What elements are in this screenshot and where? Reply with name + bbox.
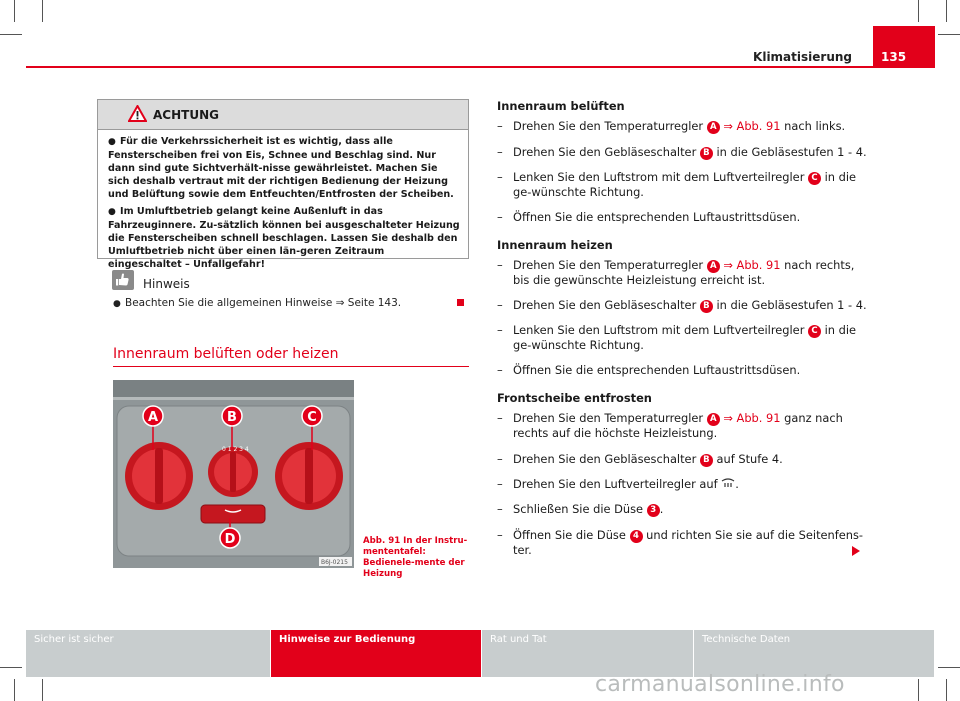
bullet-icon: ● — [108, 137, 116, 147]
end-marker — [457, 299, 464, 306]
warning-item: ● Im Umluftbetrieb gelangt keine Außenluft in das Fahrzeuginnere. Zu-sätzlich können bei ausgeschalteter Heizung die Fensterscheiben schnell beschlagen. Lassen Sie deshalb den Umluftbetrieb nicht über einen län-geren Zeitraum eingeschaltet – Unfallgefahr! — [108, 206, 460, 270]
figure-link[interactable]: ⇒ Abb. 91 — [723, 119, 781, 133]
watermark: carmanualsonline.info — [595, 672, 845, 697]
nozzle-3-badge: 3 — [647, 504, 660, 517]
step: – Drehen Sie den Temperaturregler A ⇒ Abb. 91 nach rechts, bis die gewünschte Heizleistung erreicht ist. — [497, 258, 855, 287]
step: – Öffnen Sie die entsprechenden Luftaustrittsdüsen. — [497, 210, 801, 224]
continue-arrow-icon — [852, 546, 860, 556]
crop-mark — [918, 679, 919, 701]
heading-heat: Innenraum heizen — [497, 238, 613, 252]
step: – Drehen Sie den Temperaturregler A ⇒ Abb. 91 ganz nach rechts auf die höchste Heizleistung. — [497, 411, 843, 440]
crop-mark — [14, 679, 15, 701]
label-c-badge: C — [808, 172, 821, 185]
crop-mark — [0, 34, 22, 35]
figure-link[interactable]: ⇒ Abb. 91 — [723, 258, 781, 272]
warning-box — [97, 99, 469, 270]
step: – Drehen Sie den Gebläseschalter B auf Stufe 4. — [497, 452, 783, 466]
crop-mark — [14, 0, 15, 22]
tab-technical-data[interactable]: Technische Daten — [694, 630, 934, 677]
label-b-badge: B — [700, 454, 713, 467]
figure-code: B6J-0215 — [321, 559, 348, 566]
crop-mark — [42, 0, 43, 22]
crop-mark — [946, 0, 947, 22]
nozzle-4-badge: 4 — [630, 530, 643, 543]
bullet-icon: ● — [113, 299, 121, 309]
warning-title: ACHTUNG — [153, 108, 219, 122]
chapter-title: Klimatisierung — [753, 50, 852, 64]
figure-link[interactable]: ⇒ Abb. 91 — [723, 411, 781, 425]
crop-mark — [938, 34, 960, 35]
step: – Öffnen Sie die entsprechenden Luftaustrittsdüsen. — [497, 363, 801, 377]
defrost-icon — [721, 478, 735, 488]
step: – Drehen Sie den Luftverteilregler auf . — [497, 477, 739, 491]
header-rule — [26, 66, 873, 68]
step: – Lenken Sie den Luftstrom mit dem Luftverteilregler C in die ge-wünschte Richtung. — [497, 323, 857, 352]
label-b-badge: B — [700, 147, 713, 160]
page-number: 135 — [873, 26, 935, 68]
crop-mark — [938, 667, 960, 668]
tab-advice[interactable]: Rat und Tat — [482, 630, 693, 677]
section-title: Innenraum belüften oder heizen — [113, 346, 339, 362]
tab-safety[interactable]: Sicher ist sicher — [26, 630, 270, 677]
label-b-badge: B — [700, 300, 713, 313]
label-a-badge: A — [707, 121, 720, 134]
tab-operation[interactable]: Hinweise zur Bedienung — [271, 630, 481, 677]
label-d: D — [224, 532, 236, 547]
note-text: ● Beachten Sie die allgemeinen Hinweise ⇒ Seite 143. — [113, 297, 402, 309]
note-title: Hinweis — [143, 277, 190, 291]
section-rule — [113, 366, 469, 367]
crop-mark — [918, 0, 919, 22]
step: – Drehen Sie den Gebläseschalter B in die Gebläsestufen 1 - 4. — [497, 145, 867, 159]
heater-panel-illustration — [113, 380, 354, 568]
step: – Drehen Sie den Gebläseschalter B in die Gebläsestufen 1 - 4. — [497, 298, 867, 312]
warning-body — [98, 130, 468, 271]
crop-mark — [0, 667, 22, 668]
step: – Öffnen Sie die Düse 4 und richten Sie sie auf die Seitenfens-ter. — [497, 528, 864, 557]
label-c: C — [307, 410, 317, 425]
note-icon — [112, 270, 134, 290]
label-c-badge: C — [808, 325, 821, 338]
label-b: B — [227, 410, 237, 425]
step: – Lenken Sie den Luftstrom mit dem Luftverteilregler C in die ge-wünschte Richtung. — [497, 170, 857, 199]
bullet-icon: ● — [108, 207, 116, 217]
warning-header — [98, 100, 468, 130]
label-a-badge: A — [707, 260, 720, 273]
heading-ventilate: Innenraum belüften — [497, 99, 625, 113]
svg-text:0 1 2 3 4: 0 1 2 3 4 — [222, 446, 249, 453]
step: – Schließen Sie die Düse 3 . — [497, 502, 664, 516]
heading-defrost: Frontscheibe entfrosten — [497, 391, 652, 405]
crop-mark — [42, 679, 43, 701]
figure-heater-controls — [113, 380, 354, 568]
label-a: A — [147, 410, 159, 425]
figure-caption: Abb. 91 In der Instru-mententafel: Bedienele-mente der Heizung — [363, 536, 468, 579]
warning-item: ● Für die Verkehrssicherheit ist es wichtig, dass alle Fensterscheiben frei von Eis, Schnee und Beschlag sind. Nur dann sind gute Sichtverhält-nisse gewährleistet. Machen Sie sich deshalb vertraut mit der richtigen Bedienung der Heizung und Belüftung sowie dem Entfeuchten/Entfrosten der Scheiben. — [108, 136, 454, 200]
step: – Drehen Sie den Temperaturregler A ⇒ Abb. 91 nach links. — [497, 119, 846, 133]
label-a-badge: A — [707, 413, 720, 426]
warning-triangle-icon — [128, 105, 147, 122]
crop-mark — [946, 679, 947, 701]
